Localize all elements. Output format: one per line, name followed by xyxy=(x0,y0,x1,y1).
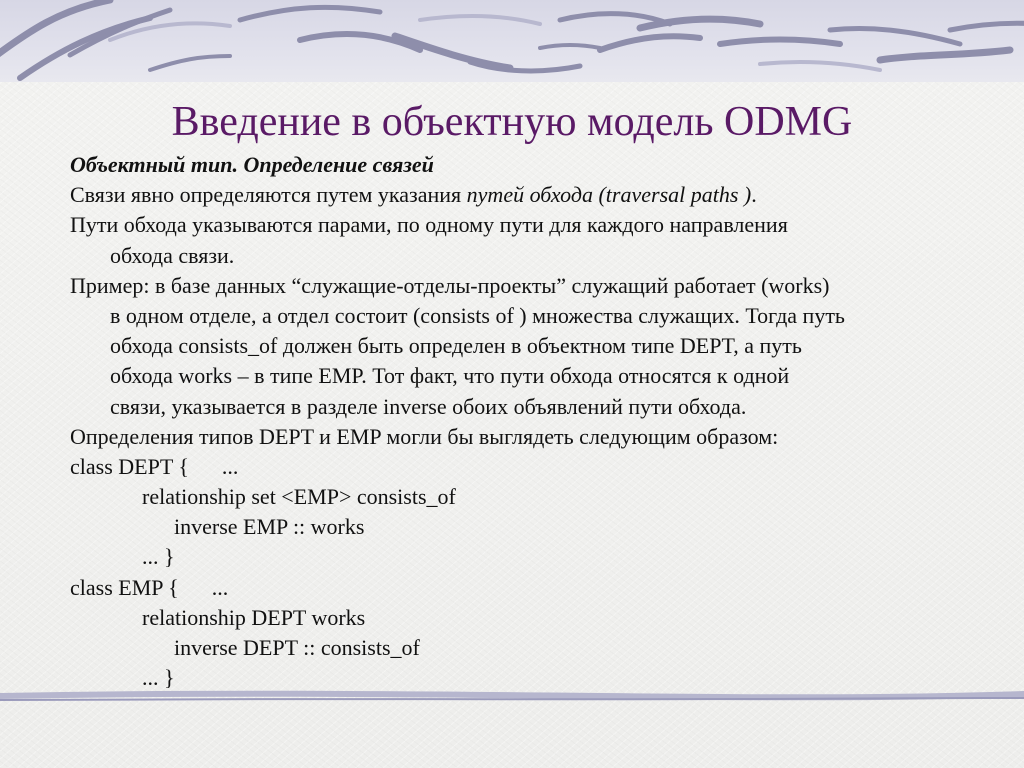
paragraph-line: Определения типов DEPT и EMP могли бы выглядеть следующим образом: xyxy=(70,423,779,449)
slide-title: Введение в объектную модель ODMG xyxy=(171,99,853,145)
paragraph-traversal-paths xyxy=(70,180,970,210)
paragraph-line: в одном отделе, а отдел состоит (consists of ) множества служащих. Тогда путь xyxy=(110,302,845,328)
section-subtitle: Объектный тип. Определение связей xyxy=(70,152,434,177)
code-line: inverse DEPT :: consists_of xyxy=(174,635,420,660)
decorative-header-band xyxy=(0,0,1024,82)
footer-brush-stroke xyxy=(0,686,1024,716)
decorative-footer-line xyxy=(0,686,1024,716)
paragraph-line: связи, указывается в разделе inverse обоих объявлений пути обхода. xyxy=(110,393,747,419)
traversal-paths-term: путей обхода (traversal paths ) xyxy=(466,182,752,208)
paragraph-line: Пути обхода указываются парами, по одному пути для каждого направления xyxy=(70,212,788,238)
paragraph-line: обхода consists_of должен быть определен в объектном типе DEPT, а путь xyxy=(110,333,802,359)
code-line: class DEPT { ... xyxy=(70,453,239,479)
brush-strokes-decoration xyxy=(0,0,1024,82)
paragraph-line: обхода works – в типе EMP. Тот факт, что пути обхода относятся к одной xyxy=(110,363,790,389)
paragraph-line: Пример: в базе данных “служащие-отделы-проекты” служащий работает (works) xyxy=(70,272,830,298)
code-line: inverse EMP :: works xyxy=(174,514,365,540)
code-line: relationship set <EMP> consists_of xyxy=(142,484,456,510)
paragraph-line: обхода связи. xyxy=(110,242,235,268)
code-line: class EMP { ... xyxy=(70,574,229,600)
slide-body xyxy=(70,150,970,693)
code-line: ... } xyxy=(142,665,175,691)
code-line: ... } xyxy=(142,544,175,570)
code-line: relationship DEPT works xyxy=(142,604,366,630)
paragraph-text: Связи явно определяются путем указания xyxy=(70,182,467,208)
paragraph-text: . xyxy=(751,182,757,208)
